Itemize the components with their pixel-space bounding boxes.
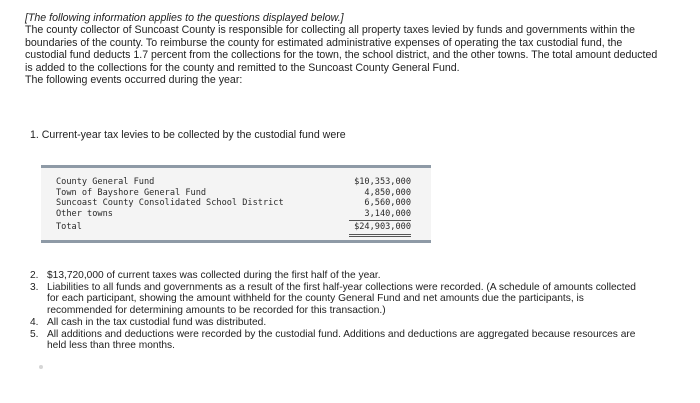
intro-paragraph: The county collector of Suncoast County is responsible for collecting all property taxes levied by funds and governments within the boundaries of the county. To reimburse the county for estimated administrative expenses of operating the tax custodial fund, the custodial fund deducts 1.7 percent from the collections for the town, the school district, and the other towns. The total amount deducted is added to the collections for the county and remitted to the Suncoast County General Fund. — [25, 24, 658, 74]
item-text: Liabilities to all funds and governments as a result of the first half-year collections were recorded. (A schedule of amounts collected for each participant, showing the amount withheld for the county General Fund and net amounts due the participants, is recommended for determining amounts to be recorded for this transaction.) — [47, 281, 636, 317]
row-amount: 6,560,000 — [364, 198, 411, 208]
subtotal-rule — [349, 220, 411, 221]
decorative-dot — [39, 365, 43, 369]
row-label: Town of Bayshore General Fund — [56, 187, 207, 198]
total-label: Total — [56, 222, 82, 232]
list-item — [30, 270, 650, 282]
item-text: All cash in the tax custodial fund was distributed. — [47, 316, 267, 328]
item-number: 4. — [30, 316, 39, 328]
row-label: Suncoast County Consolidated School District — [56, 198, 284, 208]
total-rule-1 — [349, 234, 411, 235]
item-number: 3. — [30, 281, 39, 293]
item-text: All additions and deductions were recorded by the custodial fund. Additions and deductions are aggregated because resources are held less than three months. — [47, 328, 636, 352]
row-label: County General Fund — [56, 177, 155, 187]
table-row — [41, 177, 431, 188]
list-item — [30, 282, 650, 317]
list-item — [30, 317, 650, 329]
row-amount: $10,353,000 — [354, 177, 411, 187]
row-amount: 4,850,000 — [364, 187, 411, 198]
row-amount: 3,140,000 — [364, 208, 411, 219]
item-number: 2. — [30, 270, 39, 281]
table-bottom-band — [41, 240, 431, 243]
item-text: $13,720,000 of current taxes was collected during the first half of the year. — [47, 270, 381, 281]
events-intro: The following events occurred during the year: — [25, 74, 243, 87]
event-item-1: 1. Current-year tax levies to be collected by the custodial fund were — [30, 129, 346, 141]
table-top-band — [41, 165, 431, 168]
problem-introduction — [25, 12, 665, 86]
tax-levies-table — [41, 165, 431, 243]
events-list — [30, 270, 650, 352]
item-number: 5. — [30, 328, 39, 340]
total-rule-2 — [349, 236, 411, 237]
total-amount: $24,903,000 — [354, 222, 411, 232]
table-row — [41, 209, 431, 220]
intro-lead-note: [The following information applies to the questions displayed below.] — [25, 12, 344, 24]
table-row — [41, 188, 431, 199]
table-total-row — [41, 222, 431, 233]
list-item — [30, 329, 650, 352]
row-label: Other towns — [56, 208, 113, 219]
table-row — [41, 198, 431, 209]
